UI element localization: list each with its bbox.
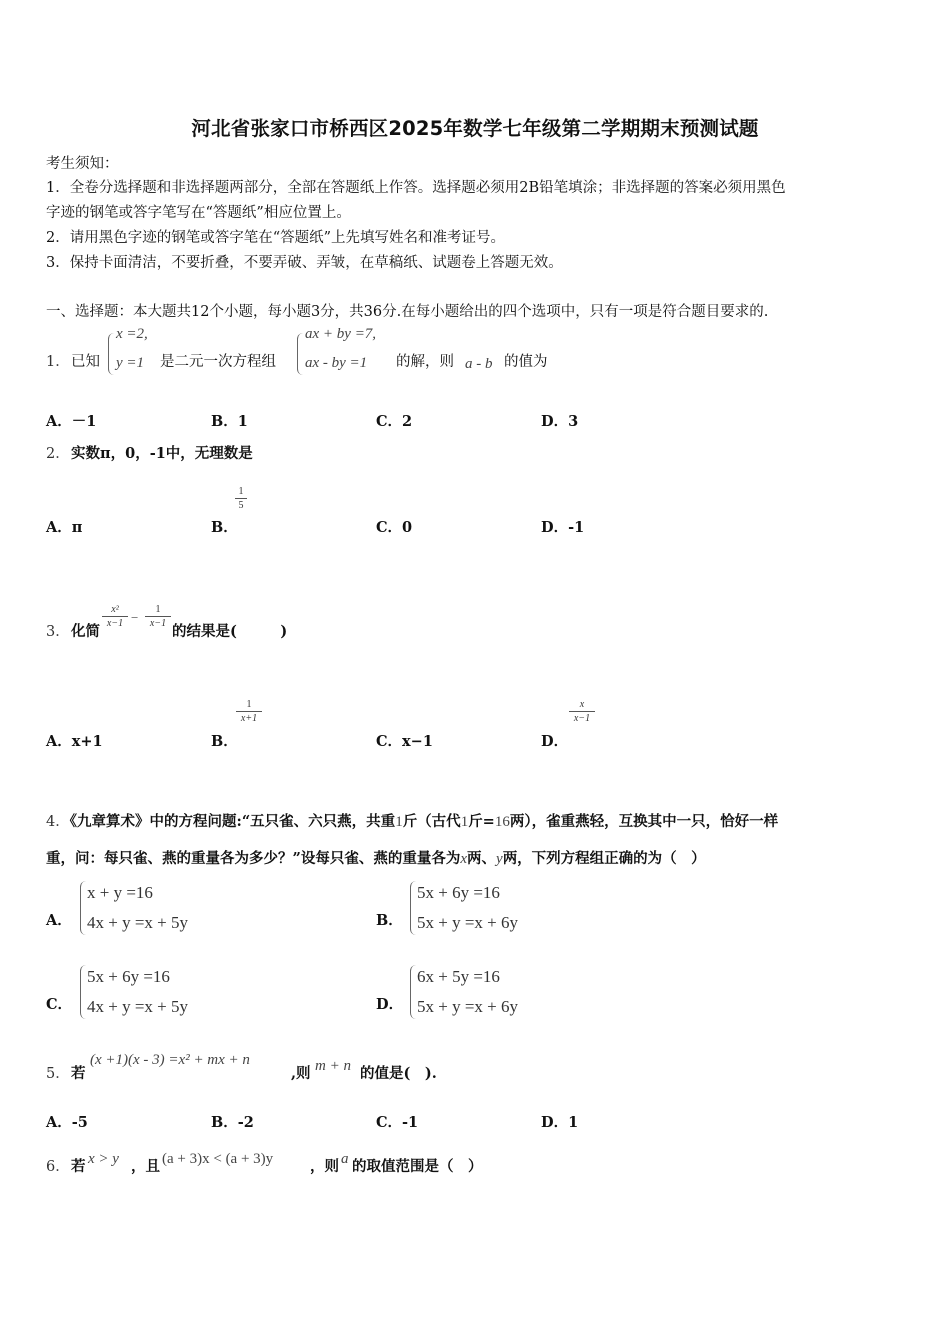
q5-text-3: 的值是( ). xyxy=(360,1065,437,1082)
q1-text-4: 的值为 xyxy=(504,354,548,370)
q1-sys2-line1: ax + by =7, xyxy=(305,326,377,342)
q3-option-d[interactable]: D． xyxy=(541,733,569,750)
q3-fraction-2-denominator: x−1 xyxy=(149,618,167,629)
q1-option-b[interactable]: B．1 xyxy=(211,413,248,430)
q3-text-1: 化简 xyxy=(71,623,100,640)
q4-option-b[interactable]: B． xyxy=(376,912,403,929)
q1-text-1: 已知 xyxy=(71,354,100,370)
q2-option-b-denominator: 5 xyxy=(238,500,244,511)
q4-option-c[interactable]: C． xyxy=(46,996,73,1013)
q4-option-d-system xyxy=(417,962,518,1022)
q1-option-c[interactable]: C．2 xyxy=(376,413,413,430)
q3-option-a[interactable]: A．x+1 xyxy=(46,733,103,750)
q3-option-d-numerator: x xyxy=(579,699,585,710)
q3-number: 3． xyxy=(46,624,70,640)
q4-line-1: 4．《九章算术》中的方程问题:“五只雀、六只燕，共重1斤（古代1斤=16两），雀重燕轻，互换其中一只，恰好一样 xyxy=(46,813,779,830)
q5-option-a[interactable]: A．-5 xyxy=(46,1114,88,1131)
q6-expression-3: a xyxy=(341,1151,349,1167)
q4-line-2: 重，问：每只雀、燕的重量各为多少？”设每只雀、燕的重量各为x两、y两，下列方程组正确的为（ ） xyxy=(46,850,706,867)
q4-option-c-eq1: 5x + 6y =16 xyxy=(87,967,170,986)
fraction-bar xyxy=(235,498,247,499)
q1-sys2-line2: ax - by =1 xyxy=(305,355,368,371)
q5-expression: (x +1)(x - 3) =x² + mx + n xyxy=(90,1052,250,1068)
q6-text-2: ，且 xyxy=(131,1158,160,1175)
q2-option-d[interactable]: D．-1 xyxy=(541,519,585,536)
q5-text-1: 若 xyxy=(71,1065,86,1082)
q3-fraction-2-numerator: 1 xyxy=(155,604,161,615)
q3-option-b[interactable]: B． xyxy=(211,733,238,750)
q3-text-2: 的结果是( ) xyxy=(172,623,288,640)
q3-option-c[interactable]: C．x−1 xyxy=(376,733,433,750)
q4-option-a[interactable]: A． xyxy=(46,912,72,929)
q3-option-d-denominator: x−1 xyxy=(573,713,591,724)
q1-expr: a - b xyxy=(465,356,493,372)
q4-option-d-eq2: 5x + y =x + 6y xyxy=(417,997,519,1016)
q2-option-b[interactable]: B． xyxy=(211,519,238,536)
q6-expression-1: x > y xyxy=(88,1151,119,1167)
notice-item-1: 1．全卷分选择题和非选择题两部分，全部在答题纸上作答。选择题必须用2B铅笔填涂；非选择题的答案必须用黑色 xyxy=(46,180,786,196)
q4-option-d-brace xyxy=(410,965,416,1019)
q4-option-b-eq1: 5x + 6y =16 xyxy=(417,883,500,902)
q4-option-c-eq2: 4x + y =x + 5y xyxy=(87,997,189,1016)
q4-option-a-eq2: 4x + y =x + 5y xyxy=(87,913,189,932)
q6-text-1: 若 xyxy=(71,1158,86,1175)
q4-option-a-brace xyxy=(80,881,86,935)
q2-option-b-numerator: 1 xyxy=(238,486,244,497)
q5-text-2: ,则 xyxy=(291,1065,311,1082)
q3-option-b-fraction xyxy=(236,699,262,724)
fraction-bar xyxy=(145,616,171,617)
q4-option-c-brace xyxy=(80,965,86,1019)
q1-brace-2 xyxy=(297,333,303,375)
q1-number: 1． xyxy=(46,354,70,370)
fraction-bar xyxy=(236,711,262,712)
q1-text-2: 是二元一次方程组 xyxy=(160,354,276,370)
notice-item-2: 2．请用黑色字迹的钢笔或答字笔在“答题纸”上先填写姓名和准考证号。 xyxy=(46,230,506,246)
q3-option-d-fraction xyxy=(569,699,595,724)
notice-item-1-cont: 字迹的钢笔或答字笔写在“答题纸”相应位置上。 xyxy=(46,205,351,221)
q6-expression-2: (a + 3)x < (a + 3)y xyxy=(162,1151,274,1167)
q2-option-a[interactable]: A．π xyxy=(46,519,83,536)
q3-option-b-numerator: 1 xyxy=(246,699,252,710)
q2-number: 2． xyxy=(46,446,70,462)
q5-option-d[interactable]: D．1 xyxy=(541,1114,579,1131)
q2-option-c[interactable]: C．0 xyxy=(376,519,413,536)
q3-minus: − xyxy=(131,610,139,625)
q4-option-b-brace xyxy=(410,881,416,935)
q1-text-3: 的解，则 xyxy=(396,354,454,370)
q4-option-b-eq2: 5x + y =x + 6y xyxy=(417,913,519,932)
q5-option-b[interactable]: B．-2 xyxy=(211,1114,254,1131)
q6-text-3: ，则 xyxy=(310,1158,339,1175)
q3-fraction-1-numerator: x² xyxy=(111,604,119,615)
q4-option-d[interactable]: D． xyxy=(376,996,404,1013)
q1-brace-1 xyxy=(108,333,114,375)
q6-number: 6． xyxy=(46,1159,70,1175)
q4-option-a-eq1: x + y =16 xyxy=(87,883,153,902)
q2-option-b-fraction xyxy=(235,486,247,511)
q5-number: 5． xyxy=(46,1066,70,1082)
page-title: 河北省张家口市桥西区2025年数学七年级第二学期期末预测试题 xyxy=(191,117,759,140)
q6-text-4: 的取值范围是（ ） xyxy=(352,1158,483,1175)
q3-option-b-denominator: x+1 xyxy=(240,713,258,724)
q3-fraction-1 xyxy=(102,604,128,629)
q4-option-b-system xyxy=(417,878,518,938)
q1-option-a[interactable]: A．－1 xyxy=(46,413,97,430)
section-heading: 一、选择题：本大题共12个小题，每小题3分，共36分.在每小题给出的四个选项中，只有一项是符合题目要求的. xyxy=(46,304,769,320)
q1-option-d[interactable]: D．3 xyxy=(541,413,579,430)
notice-heading: 考生须知： xyxy=(46,156,119,172)
q3-fraction-1-denominator: x−1 xyxy=(106,618,124,629)
notice-item-3: 3．保持卡面清洁，不要折叠，不要弄破、弄皱，在草稿纸、试题卷上答题无效。 xyxy=(46,255,563,271)
q4-option-a-system xyxy=(87,878,188,938)
fraction-bar xyxy=(569,711,595,712)
q4-option-c-system xyxy=(87,962,188,1022)
q1-sys1-line2: y =1 xyxy=(116,355,145,371)
q5-option-c[interactable]: C．-1 xyxy=(376,1114,419,1131)
q2-text: 实数π，0，-1中，无理数是 xyxy=(71,445,253,462)
q3-fraction-2 xyxy=(145,604,171,629)
q5-expression-2: m + n xyxy=(315,1058,351,1074)
q4-option-d-eq1: 6x + 5y =16 xyxy=(417,967,500,986)
q1-sys1-line1: x =2, xyxy=(116,326,148,342)
fraction-bar xyxy=(102,616,128,617)
